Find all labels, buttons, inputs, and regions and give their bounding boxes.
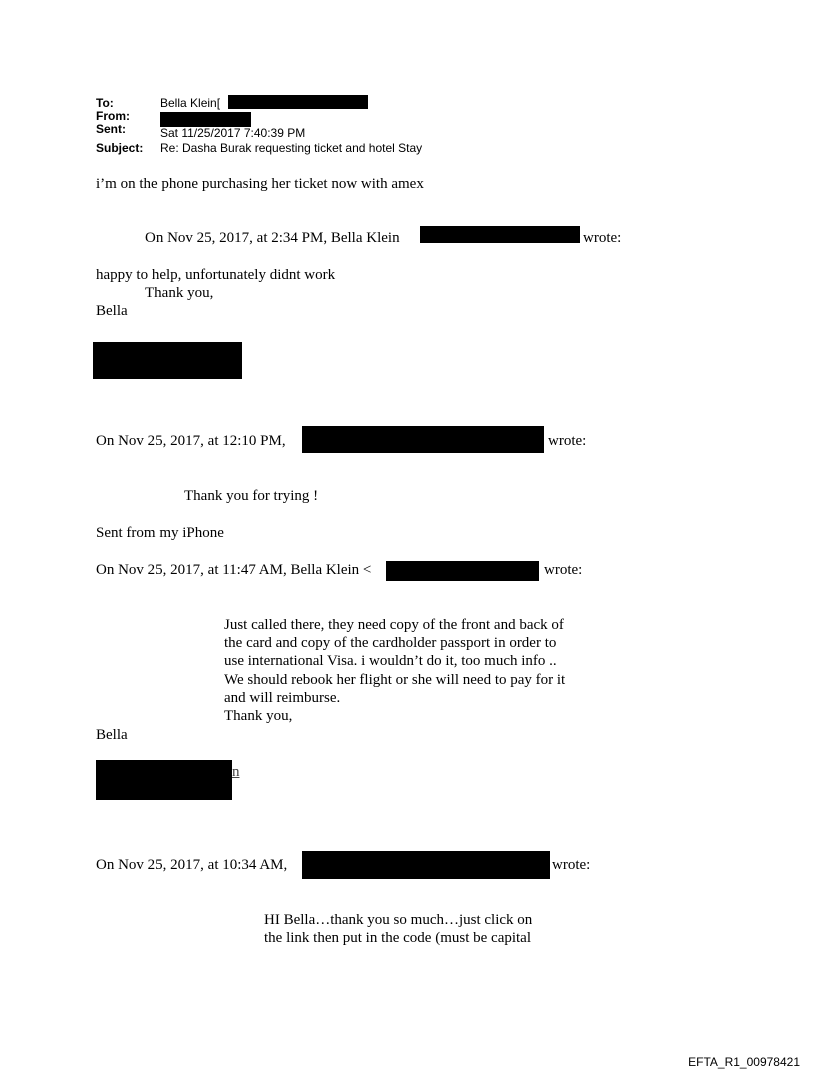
redaction-signature-1 [93, 342, 242, 379]
subject-value: Re: Dasha Burak requesting ticket and hotel Stay [160, 141, 423, 155]
msg-1-line-1: happy to help, unfortunately didnt work [96, 267, 336, 283]
redaction-signature-2 [96, 760, 232, 800]
redaction-quote-3-email [386, 561, 539, 581]
redaction-to-email [228, 95, 368, 109]
redaction-quote-2-sender [302, 426, 544, 453]
msg-1-line-2: Thank you, [145, 285, 214, 301]
document-id: EFTA_R1_00978421 [688, 1055, 800, 1069]
signature-link-fragment[interactable]: n [232, 764, 240, 780]
redaction-quote-1-email [420, 226, 580, 243]
quote-3-suffix: wrote: [544, 562, 583, 578]
msg-4-block [264, 911, 532, 947]
msg-2-line-1: Thank you for trying ! [184, 488, 319, 504]
msg-3-line: the card and copy of the cardholder passport in order to [224, 635, 557, 652]
quote-4-prefix: On Nov 25, 2017, at 10:34 AM, [96, 857, 288, 873]
sent-label: Sent: [96, 122, 126, 136]
msg-3-line: and will reimburse. [224, 689, 341, 706]
quote-2-prefix: On Nov 25, 2017, at 12:10 PM, [96, 433, 286, 449]
to-label: To: [96, 96, 114, 110]
quote-1-prefix: On Nov 25, 2017, at 2:34 PM, Bella Klein [145, 230, 400, 246]
sent-value: Sat 11/25/2017 7:40:39 PM [160, 126, 306, 140]
redaction-from [160, 112, 251, 127]
quote-4-suffix: wrote: [552, 857, 591, 873]
subject-label: Subject: [96, 141, 144, 155]
quote-2-suffix: wrote: [548, 433, 587, 449]
to-value: Bella Klein[ [160, 96, 221, 110]
msg-3-block [224, 616, 565, 725]
redaction-quote-4-sender [302, 851, 550, 879]
msg-1-line-3: Bella [96, 303, 128, 319]
msg-3-line: We should rebook her flight or she will need to pay for it [224, 671, 566, 688]
quote-1-suffix: wrote: [583, 230, 622, 246]
body-line-1: i’m on the phone purchasing her ticket now with amex [96, 176, 424, 192]
from-label: From: [96, 109, 130, 123]
msg-3-line: use international Visa. i wouldn’t do it, too much info .. [224, 653, 557, 670]
msg-4-line: the link then put in the code (must be capital [264, 930, 532, 947]
msg-2-line-2: Sent from my iPhone [96, 525, 224, 541]
msg-4-line: HI Bella…thank you so much…just click on [264, 912, 533, 928]
msg-3-line: Thank you, [224, 708, 293, 725]
msg-3-signature: Bella [96, 727, 128, 743]
msg-3-line: Just called there, they need copy of the front and back of [224, 617, 564, 633]
quote-3-prefix: On Nov 25, 2017, at 11:47 AM, Bella Klein < [96, 562, 372, 578]
